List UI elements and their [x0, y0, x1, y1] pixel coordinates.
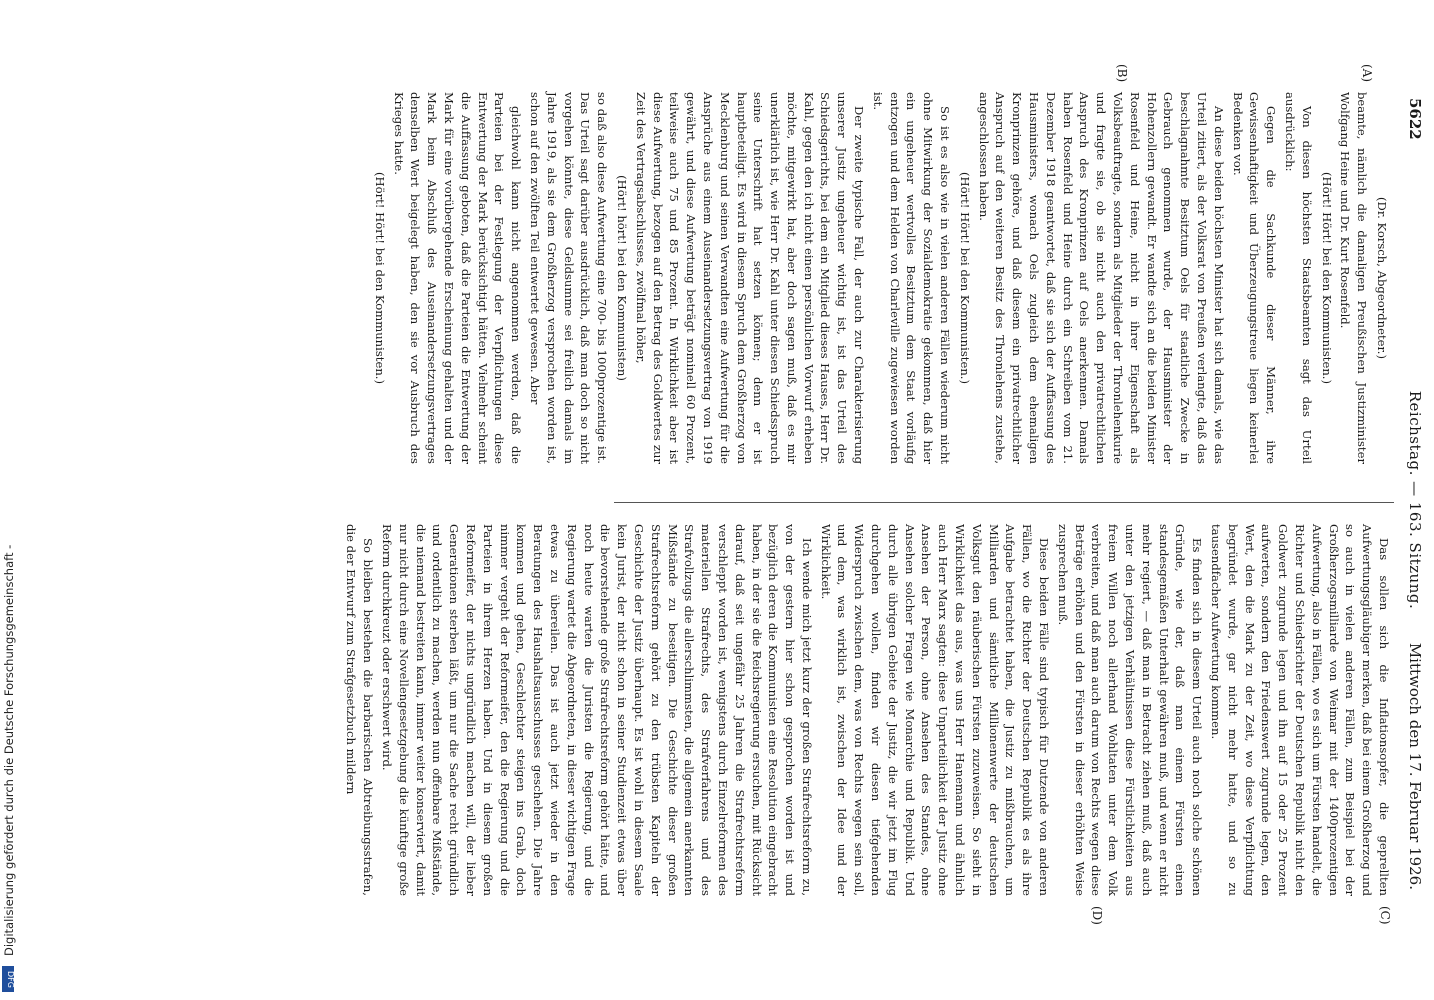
footer-text: Digitalisierung gefördert durch die Deutsche Forschungsgemeinschaft -: [2, 544, 16, 956]
left-column: [368, 92, 1392, 464]
paragraph: So ist es also wie in vielen anderen Fällen wiederum nicht ohne Mitwirkung der Sozialdemokratie gekommen, daß hier ein ungeheuer wertvolles Besitztum dem Staat vorläufig entzogen und dem Helden von Charleville zugewiesen worden ist.: [870, 92, 953, 464]
page-header: [1394, 0, 1434, 1000]
page-number: 5622: [1406, 98, 1424, 140]
interjection: (Hört! Hört! bei den Kommunisten.): [372, 171, 387, 384]
paragraph: So bleiben bestehen die barbarischen Abtreibungsstrafen, die der Entwurf zum Strafgesetzbuch mildern: [344, 524, 376, 896]
quote-paragraph: gleichwohl kann nicht angenommen werden, daß die Parteien bei der Festlegung der Verpflichtungen diese Entwertung der Mark berücksichtigt hätten. Vielmehr scheint die Auffassung geboten, daß die Parteien die Entwertung der Mark für eine vorübergehende Erscheinung gehalten und der Mark beim Abschluß des Auseinandersetzungsvertrages denselben Wert beigelegt haben, den sie vor Ausbruch des Krieges hatte.: [391, 92, 524, 464]
interjection: (Hört! Hört! bei den Kommunisten.): [957, 171, 972, 384]
header-title: Reichstag. — 163. Sitzung.: [1406, 390, 1424, 610]
header-date: Mittwoch den 17. Februar 1926.: [1406, 642, 1424, 890]
paragraph: Es finden sich in diesem Urteil auch noch solche schönen Gründe, wie der, daß man einem Fürsten einen standesgemäßen Unterhalt gewähren muß, und wenn er nicht mehr regiert, — daß man in Betracht ziehen muß, daß auch unter den jetzigen Verhältnissen diese Fürstlichkeiten aus freiem Willen noch allerhand Wohltaten unter dem Volk verbreiten, und daß man auch darum von Rechts wegen diese Beträge erhöhen und den Fürsten in dieser erhöhten Weise zusprechen muß.: [1055, 524, 1205, 896]
paragraph: Das sollen sich die Inflationsopfer, die geprellten Aufwertungsgläubiger merken, daß bei einem Großherzog und so auch in vielen anderen Fällen, zum Beispiel bei der Großherzogsmilliarde von Weimar mit der 1400prozentigen Aufwertung, also in Fällen, wo es sich um Fürsten handelt, die Richter und Schiedsrichter der Deutschen Republik nicht den Goldwert zugrunde legen und ihn auf 15 oder 25 Prozent aufwerten, sondern den Friedenswert zugrunde legen, den Wert, den die Mark zu der Zeit, wo diese Verpflichtung begründet wurde, gar nicht mehr hatte, und so zu tausendfacher Aufwertung kommen.: [1209, 524, 1391, 896]
paragraph: Von diesen höchsten Staatsbeamten sagt das Urteil ausdrücklich:: [1283, 92, 1314, 464]
margin-marker-d: (D): [1090, 906, 1104, 925]
speaker-line: (Dr. Korsch, Abgeordneter.): [1375, 197, 1389, 359]
right-column: [341, 524, 1392, 896]
paragraph: Ich wende mich jetzt kurz der großen Strafrechtsreform zu, von der gestern hier schon gesprochen worden ist und bezüglich deren die Kommunisten eine Resolution eingebracht haben, in der sie die Reichsregierung ersuchen, mit Rücksicht darauf, daß seit ungefähr 25 Jahren die Strafrechtsreform verschleppt worden ist, wenigstens durch Einzelreformen des materiellen Strafrechts, des Strafverfahrens und des Strafvollzugs die allerschlimmsten, die allgemein anerkannten Mißstände zu beseitigen. Die Geschichte dieser großen Strafrechtsreform gehört zu den trübsten Kapiteln der Geschichte der Justiz überhaupt. Es ist wohl in diesem Saale kein Jurist, der nicht schon in seiner Studienzeit etwas über die bevorstehende große Strafrechtsreform gehört hätte, und noch heute warten die Juristen die Regierung, und die Regierung wartet die Abgeordneten, in dieser wichtigen Frage etwas zu übereilen. Das ist auch jetzt wieder in den Beratungen des Haushaltsausschusses geschehen. Die Jahre kommen und gehen, Geschlechter steigen ins Grab, doch nimmer vergeht der Reformeifer, den die Regierung und die Parteien in ihrem Herzen haben. Und in diesem großen Reformeifer, der nichts ungründlich machen will, der lieber Generationen sterben läßt, um nur die Sache recht gründlich und ordentlich zu machen, werden nun offenbare Mißstände, die niemand bestreiten kann, immer weiter konserviert, damit nur nicht durch eine Novellengesetzgebung die künftige große Reform durchkreuzt oder erschwert wird.: [379, 524, 814, 896]
margin-marker-a: (A): [1360, 64, 1374, 83]
paragraph: Der zweite typische Fall, der auch zur Charakterisierung unserer Justiz ungeheuer wichtig ist, ist das Urteil des Schiedsgerichts, bei dem ein Mitglied dieses Hauses, Herr Dr. Kahl, gegen den ich nicht einen persönlichen Vorwurf erheben möchte, mitgewirkt hat, aber doch sagen muß, daß es mir unerklärlich ist, wie Herr Dr. Kahl unter diesen Schiedsspruch seine Unterschrift hat setzen können; denn er ist hauptbeteiligt. Es wird in diesem Spruch dem Großherzog von Mecklenburg und seinen Verwandten eine Aufwertung für die Ansprüche aus einem Auseinandersetzungsvertrag von 1919 gewährt, und diese Aufwertung beträgt nominell 60 Prozent, teilweise auch 75 und 85 Prozent. In Wirklichkeit aber ist diese Aufwertung, bezogen auf den Betrag des Goldwertes zur Zeit des Vertragsabschlusses, zwölfmal höher,: [633, 92, 867, 464]
digitization-footer: [2, 6, 16, 956]
interjection: (Hört! Hört! bei den Kommunisten.): [1319, 171, 1334, 384]
paragraph: Diese beiden Fälle sind typisch für Dutzende von anderen Fällen, wo die Richter der Deutschen Republik es als ihre Aufgabe betrachtet haben, die Justiz zu mißbrauchen, um Milliarden und sämtliche Millionenwerte der deutschen Volksgut den räuberischen Fürsten zuzuweisen. So sieht in Wirklichkeit das aus, was uns Herr Hanemann und ähnlich auch Herr Marx sagten: diese Unparteilichkeit der Justiz ohne Ansehen der Person, ohne Ansehen des Standes, ohne Ansehen solcher Fragen wie Monarchie und Republik. Und durch alle übrigen Gebiete der Justiz, die wir jetzt im Flug durchgehen wollen, finden wir diesen tiefgehenden Widerspruch zwischen dem, was von Rechts wegen sein soll, und dem, was wirklich ist, zwischen der Idee und der Wirklichkeit.: [818, 524, 1052, 896]
paragraph: beamte, nämlich die damaligen Preußischen Justizminister Wolfgang Heine und Dr. Kurt Rosenfeld.: [1338, 92, 1370, 464]
dfg-logo: DFG: [2, 966, 14, 992]
paragraph: so daß also diese Aufwertung eine 700- bis 1000prozentige ist. Das Urteil sagt darüber ausdrücklich, daß man doch so nicht vorgehen könnte, diese Geldsumme sei freilich damals im Jahre 1919, als sie dem Großherzog versprochen worden ist, schon auf den zwölften Teil entwertet gewesen. Aber: [527, 92, 610, 464]
quote-paragraph: Gegen die Sachkunde dieser Männer, ihre Gewissenhaftigkeit und Überzeugungstreue liegen keinerlei Bedenken vor.: [1230, 92, 1279, 464]
interjection: (Hört! hört! bei den Kommunisten): [614, 175, 629, 381]
column-divider: [614, 502, 1394, 503]
margin-marker-b: (B): [1115, 64, 1129, 83]
paragraph: An diese beiden höchsten Minister hat sich damals, wie das Urteil zitiert, als der Volksrat von Preußen verlangte, daß das beschlagnahmte Besitztum Oels für staatliche Zwecke in Gebrauch genommen wurde, der Hausminister der Hohenzollern gewandt. Er wandte sich an die beiden Minister Rosenfeld und Heine, nicht in ihrer Eigenschaft als Volksbeauftragte, sondern als Mitglieder der Thronlehenkurie und fragte sie, ob sie nicht auch den privatrechtlichen Anspruch des Kronprinzen auf Oels anerkennen. Damals haben Rosenfeld und Heine durch ein Schreiben vom 21. Dezember 1918 geantwortet, daß sie sich der Auffassung des Hausministers, wonach Oels zugleich dem ehemaligen Kronprinzen gehöre, und daß diesem ein privatrechtlicher Anspruch auf den weiteren Besitz des Thronlehens zustehe, angeschlossen haben.: [976, 92, 1226, 464]
margin-marker-c: (C): [1378, 906, 1392, 925]
